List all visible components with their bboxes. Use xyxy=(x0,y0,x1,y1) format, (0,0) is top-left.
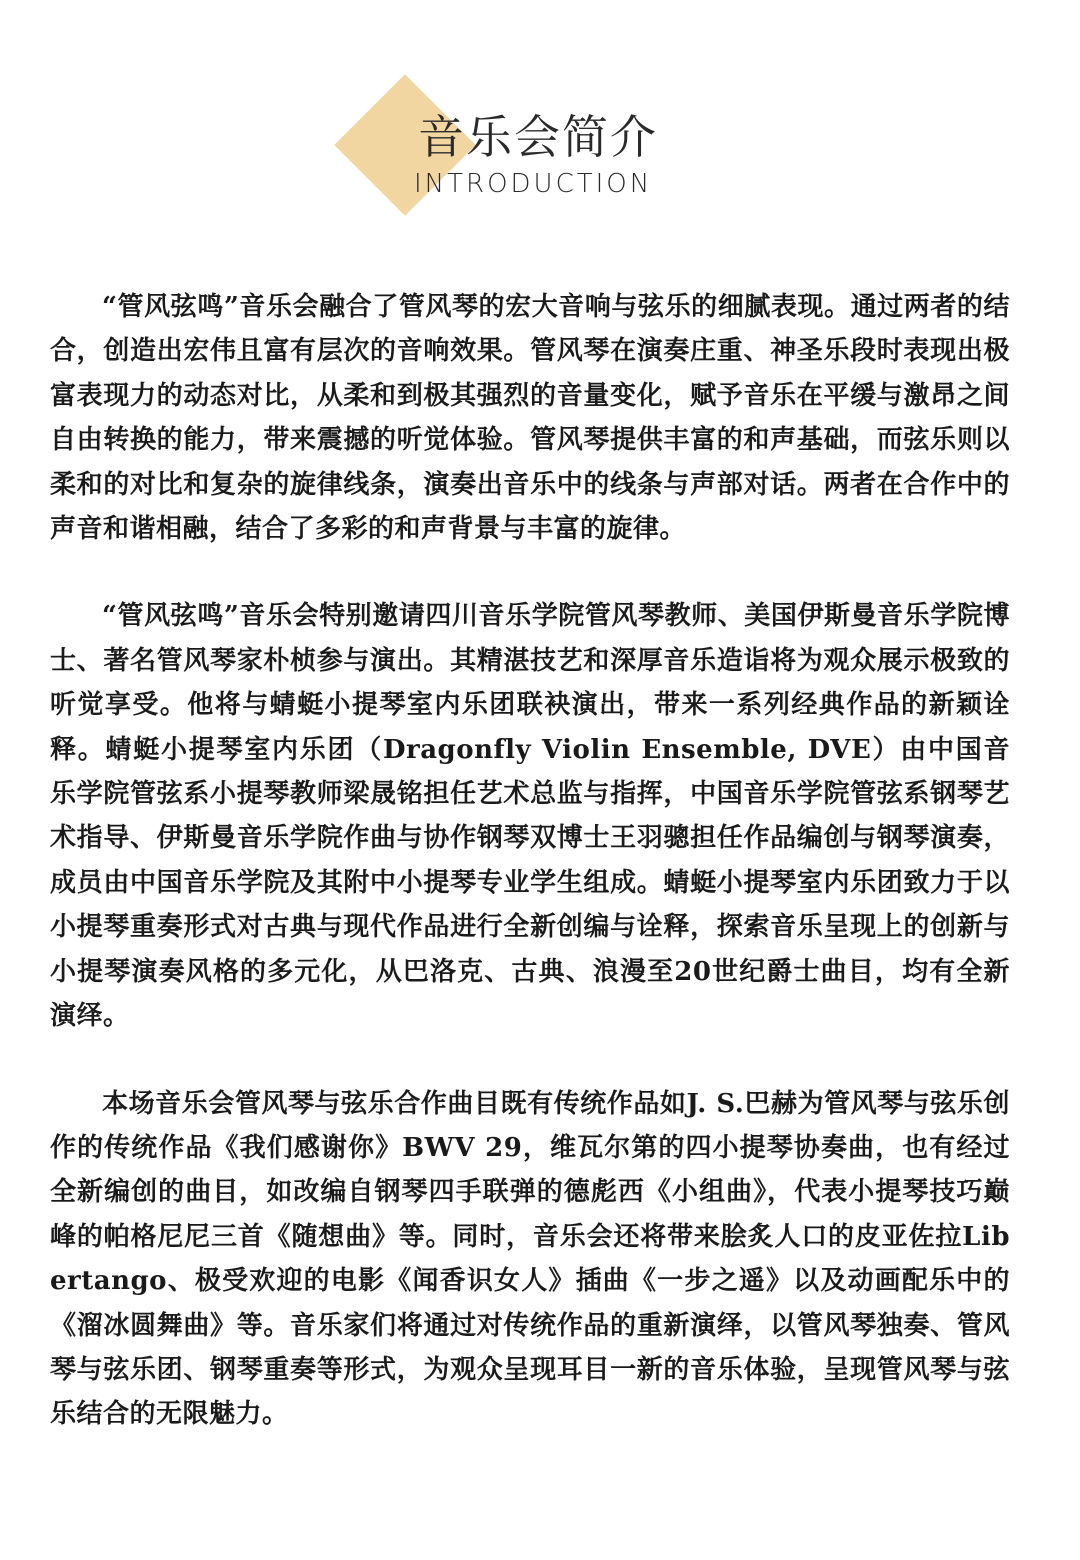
paragraph-1: “管风弦鸣”音乐会融合了管风琴的宏大音响与弦乐的细腻表现。通过两者的结合，创造出宏伟且富有层次的音响效果。管风琴在演奏庄重、神圣乐段时表现出极富表现力的动态对比，从柔和到极其强烈的音量变化，赋予音乐在平缓与激昂之间自由转换的能力，带来震撼的听觉体验。管风琴提供丰富的和声基础，而弦乐则以柔和的对比和复杂的旋律线条，演奏出音乐中的线条与声部对话。两者在合作中的声音和谐相融，结合了多彩的和声背景与丰富的旋律。 xyxy=(50,292,1010,545)
intro-article xyxy=(50,285,1010,1480)
page-subtitle: INTRODUCTION xyxy=(414,169,653,199)
section-header xyxy=(0,0,1080,240)
page-title: 音乐会简介 xyxy=(418,110,658,164)
paragraph-3: 本场音乐会管风琴与弦乐合作曲目既有传统作品如J. S.巴赫为管风琴与弦乐创作的传统作品《我们感谢你》BWV 29，维瓦尔第的四小提琴协奏曲，也有经过全新编创的曲目，如改编自钢琴四手联弹的德彪西《小组曲》，代表小提琴技巧巅峰的帕格尼尼三首《随想曲》等。同时，音乐会还将带来脍炙人口的皮亚佐拉Libertango、极受欢迎的电影《闻香识女人》插曲《一步之遥》以及动画配乐中的《溜冰圆舞曲》等。音乐家们将通过对传统作品的重新演绎，以管风琴独奏、管风琴与弦乐团、钢琴重奏等形式，为观众呈现耳目一新的音乐体验，呈现管风琴与弦乐结合的无限魅力。 xyxy=(50,1088,1010,1430)
paragraph-2: “管风弦鸣”音乐会特别邀请四川音乐学院管风琴教师、美国伊斯曼音乐学院博士、著名管风琴家朴桢参与演出。其精湛技艺和深厚音乐造诣将为观众展示极致的听觉享受。他将与蜻蜓小提琴室内乐团联袂演出，带来一系列经典作品的新颖诠释。蜻蜓小提琴室内乐团（Dragonfly Violin Ensemble, DVE）由中国音乐学院管弦系小提琴教师梁晟铭担任艺术总监与指挥，中国音乐学院管弦系钢琴艺术指导、伊斯曼音乐学院作曲与协作钢琴双博士王羽骢担任作品编创与钢琴演奏，成员由中国音乐学院及其附中小提琴专业学生组成。蜻蜓小提琴室内乐团致力于以小提琴重奏形式对古典与现代作品进行全新创编与诠释，探索音乐呈现上的创新与小提琴演奏风格的多元化，从巴洛克、古典、浪漫至20世纪爵士曲目，均有全新演绎。 xyxy=(50,601,1010,1032)
